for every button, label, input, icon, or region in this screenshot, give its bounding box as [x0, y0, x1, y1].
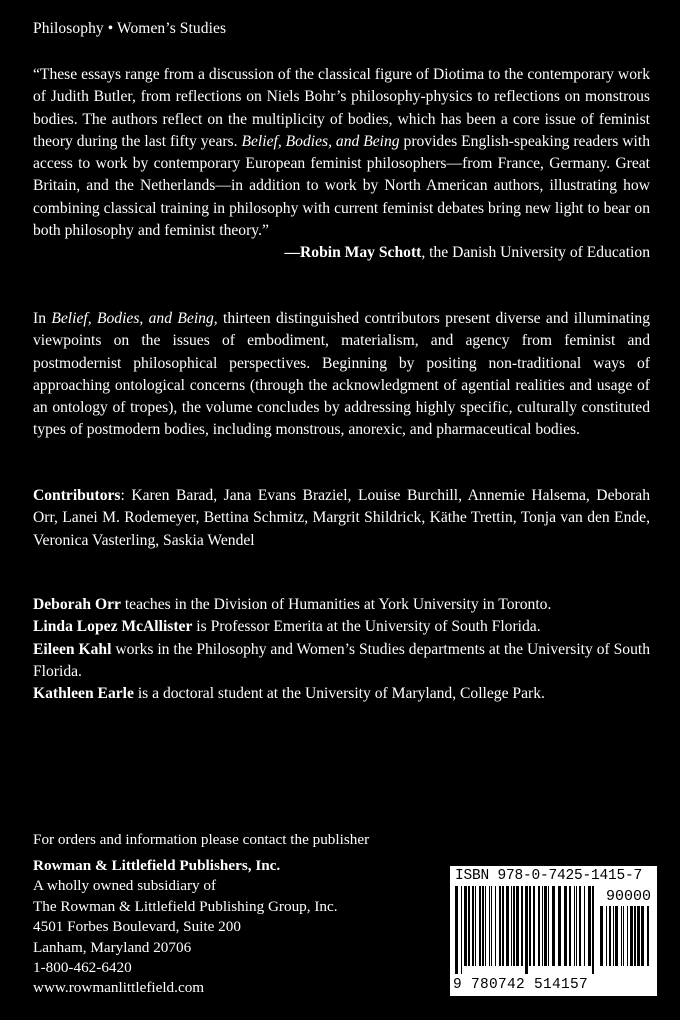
publisher-info — [33, 856, 338, 999]
barcode-bar — [475, 886, 476, 966]
barcode-bar — [558, 886, 561, 966]
barcode-bar — [495, 886, 496, 966]
barcode-bar — [615, 906, 618, 966]
barcode-bar — [538, 886, 540, 966]
barcode-bar — [461, 886, 462, 974]
barcode-bar — [521, 886, 523, 966]
editor-bio — [33, 639, 650, 684]
publisher-address-street: 4501 Forbes Boulevard, Suite 200 — [33, 918, 241, 936]
barcode-bar — [613, 906, 614, 966]
barcode-bar — [479, 886, 481, 966]
description-text: , thirteen distinguished contributors present diverse and illuminating viewpoints on the issues of embodiment, materialism, and agency from feminist and postmodernist philosophical perspectives. Beginning by positing non-traditional ways of approaching ontological concerns (through the acknowledgment of agential realities and usage of an ontology of tropes), the volume concludes by addressing highly specific, culturally constituted types of postmodern bodies, including monstrous, anorexic, and pharmaceutical bodies. — [33, 310, 651, 439]
editor-bio — [33, 616, 650, 638]
barcode-bar — [592, 886, 594, 974]
quote-text-after: provides English-speaking readers with access to work by contemporary European feminist philosophers—from France, Germany. Great Britain, and the Netherlands—in addition to work by North American authors, illustrating how combining classical training in philosophy with current feminist debates bring new light to bear on both philosophy and feminist theory.” — [33, 132, 651, 240]
barcode-bar — [630, 906, 633, 966]
barcode-bar — [641, 906, 644, 966]
quote-author: —Robin May Schott — [284, 244, 422, 262]
ean-number: 9 780742 514157 — [453, 977, 589, 993]
barcode-bar — [623, 906, 624, 966]
barcode-bar — [502, 886, 504, 966]
barcode-bar — [576, 886, 577, 966]
barcode-bar — [548, 886, 549, 966]
isbn-barcode — [450, 866, 657, 996]
price-code: 90000 — [605, 888, 651, 905]
barcode-bar — [525, 886, 528, 974]
editor-bio-text: is Professor Emerita at the University of South Florida. — [192, 618, 541, 636]
category-label: Philosophy • Women’s Studies — [33, 20, 227, 37]
editor-name: Kathleen Earle — [33, 685, 134, 703]
barcode-bar — [511, 886, 512, 966]
contributors-names: : Karen Barad, Jana Evans Braziel, Louise Burchill, Annemie Halsema, Deborah Orr, Lanei M. Rodemeyer, Bettina Schmitz, Margrit Shildrick, Käthe Trettin, Tonja van den Ende, Veronica Vasterling, Saskia Wendel — [33, 487, 650, 549]
publisher-website: www.rowmanlittlefield.com — [33, 979, 205, 997]
barcode-bar — [472, 886, 474, 966]
barcode-bar — [533, 886, 535, 966]
editor-name: Linda Lopez McAllister — [33, 618, 193, 636]
barcode-bar — [574, 886, 575, 966]
barcode-bar — [542, 886, 543, 966]
barcode-bar — [584, 886, 585, 966]
barcode-bar — [621, 906, 622, 966]
editor-bio-text: teaches in the Division of Humanities at York University in Toronto. — [120, 596, 552, 613]
quote-text — [33, 64, 650, 242]
barcode-bar — [600, 906, 603, 966]
endorsement-quote — [33, 64, 650, 265]
editor-name: Deborah Orr — [33, 596, 121, 613]
quote-affiliation: , the Danish University of Education — [421, 244, 650, 262]
barcode-bar — [485, 886, 486, 966]
quote-text-before: “These essays range from a discussion of the classical figure of Diotima to the contemporary work of Judith Butler, from reflections on Niels Bohr’s philosophy-physics to reflections on monstrous bodies. The authors reflect on the multiplicity of bodies, which has been a core issue of feminist theory during the last fifty years. — [33, 66, 650, 150]
contributors-label: Contributors — [33, 487, 121, 504]
editor-bios — [33, 594, 650, 705]
contributors-list — [33, 485, 650, 552]
barcode-bar — [569, 886, 571, 966]
barcode-bar — [579, 886, 581, 966]
editor-bio — [33, 594, 650, 616]
price-barcode-bars — [600, 906, 652, 974]
description-book-title: Belief, Bodies, and Being — [51, 310, 214, 327]
editor-bio — [33, 683, 650, 705]
barcode-bar — [609, 906, 611, 966]
description-intro: In — [33, 310, 52, 327]
ean-barcode-bars — [455, 886, 595, 974]
barcode-bar — [482, 886, 484, 966]
barcode-bar — [513, 886, 515, 966]
editor-bio-text: is a doctoral student at the University of Maryland, College Park. — [133, 685, 545, 703]
publisher-group: The Rowman & Littlefield Publishing Group, Inc. — [33, 897, 338, 915]
barcode-bar — [552, 886, 555, 966]
barcode-bar — [647, 906, 649, 966]
barcode-bar — [529, 886, 531, 966]
publisher-address-city: Lanham, Maryland 20706 — [33, 938, 192, 956]
barcode-bar — [499, 886, 501, 966]
barcode-bar — [637, 906, 640, 966]
quote-book-title: Belief, Bodies, and Being — [241, 132, 400, 150]
barcode-bar — [468, 886, 470, 966]
barcode-bar — [564, 886, 567, 966]
isbn-label: ISBN 978-0-7425-1415-7 — [455, 868, 643, 884]
barcode-bar — [491, 886, 492, 966]
orders-info: For orders and information please contact the publisher — [33, 831, 370, 848]
barcode-bar — [455, 886, 458, 974]
barcode-bar — [489, 886, 490, 966]
book-description — [33, 308, 650, 442]
barcode-bar — [588, 886, 591, 966]
editor-name: Eileen Kahl — [33, 640, 112, 658]
barcode-bar — [464, 886, 467, 966]
barcode-bar — [627, 906, 628, 966]
barcode-bar — [544, 886, 547, 966]
barcode-bar — [516, 886, 519, 966]
barcode-bar — [506, 886, 509, 966]
publisher-name: Rowman & Littlefield Publishers, Inc. — [33, 857, 281, 874]
publisher-subsidiary-line: A wholly owned subsidiary of — [33, 877, 217, 895]
barcode-bar — [634, 906, 636, 966]
barcode-bar — [606, 906, 607, 966]
quote-attribution — [33, 242, 650, 264]
editor-bio-text: works in the Philosophy and Women’s Studies departments at the University of South Florida. — [33, 640, 650, 680]
publisher-phone: 1-800-462-6420 — [33, 959, 132, 977]
